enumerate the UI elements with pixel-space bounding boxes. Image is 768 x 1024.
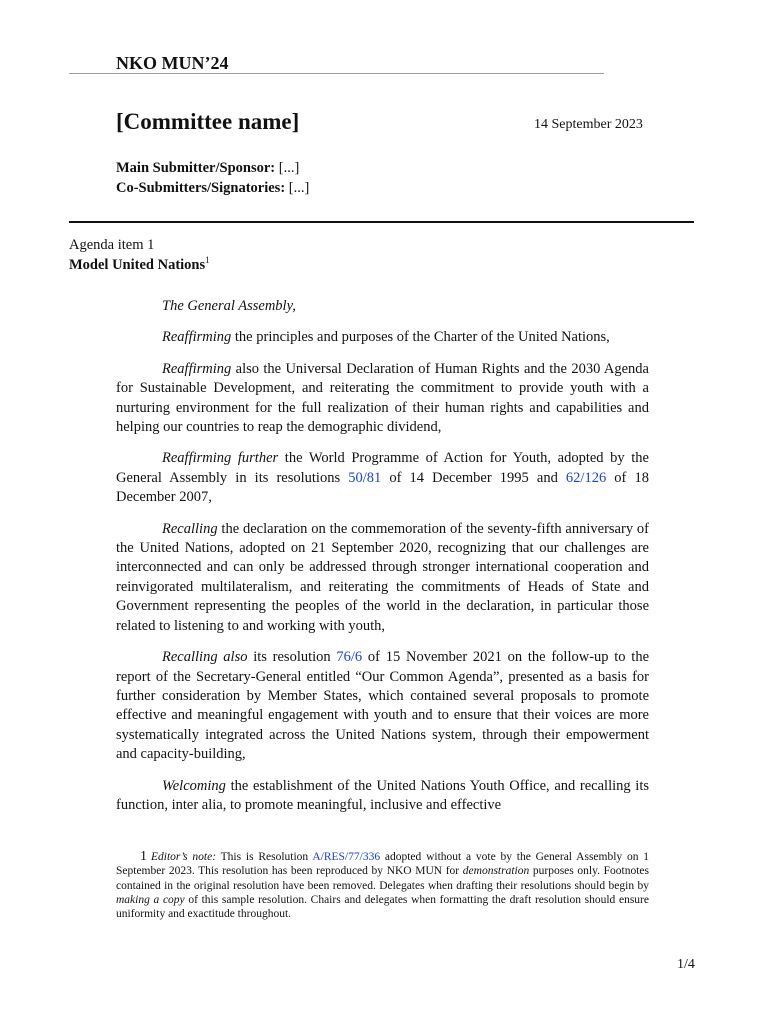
preamble-paragraph bbox=[116, 520, 649, 636]
committee-title: [Committee name] bbox=[116, 109, 300, 134]
resolution-link-50-81[interactable]: 50/81 bbox=[348, 469, 382, 486]
resolution-link-62-126[interactable]: 62/126 bbox=[565, 469, 607, 486]
co-sponsor-line bbox=[116, 178, 309, 198]
footnote-text: adopted without a vote by the General Assembly on 1 September 2023. This resolution has been reproduced by NKO MUN for bbox=[116, 851, 649, 878]
para-text: the principles and purposes of the Charter of the United Nations, bbox=[231, 329, 610, 346]
para-text: of 15 November 2021 on the follow-up to the report of the Secretary-General entitled “Our Common Agenda”, presented as a basis for further consideration by Member States, which contained several proposals to promote effective and meaningful engagement with youth and to ensure that their voices are more systematically integrated across the United Nations system, through their empowerment and capacity-building, bbox=[116, 649, 650, 763]
para-lead: Reaffirming further bbox=[162, 450, 279, 467]
agenda-item: Agenda item 1 bbox=[69, 237, 155, 253]
agenda-block bbox=[69, 235, 210, 275]
sponsor-block bbox=[116, 158, 309, 198]
para-text: also the Universal Declaration of Human Rights and the 2030 Agenda for Sustainable Development, and reiterating the commitment to provide youth with a nurturing environment for the full realization of their human rights and capabilities and helping our countries to reap the demographic dividend, bbox=[116, 360, 649, 436]
para-text: the declaration on the commemoration of the seventy-fifth anniversary of the United Nations, adopted on 21 September 2020, recognizing that our challenges are interconnected and can only be addressed through stronger international cooperation and reinvigorated multilateralism, and reiterating the commitments of Heads of State and Government representing the peoples of the world in the declaration, in particular those related to listening to and working with youth, bbox=[116, 520, 649, 634]
footnote-text: of this sample resolution. Chairs and delegates when formatting the draft resolution should ensure uniformity and exactitude throughout. bbox=[116, 893, 649, 921]
co-sponsor-label: Co-Submitters/Signatories: bbox=[116, 180, 286, 196]
para-lead: Reaffirming bbox=[162, 329, 232, 346]
conference-header: NKO MUN’24 bbox=[116, 53, 229, 73]
resolution-link-a-res-77-336[interactable]: A/RES/77/336 bbox=[312, 851, 381, 863]
preamble-paragraph bbox=[116, 328, 649, 347]
footnote-ref[interactable]: 1 bbox=[205, 255, 210, 266]
main-sponsor-value: [...] bbox=[278, 160, 300, 176]
footnote-text: This is Resolution bbox=[216, 851, 313, 863]
resolution-body bbox=[116, 297, 649, 827]
section-divider bbox=[69, 221, 694, 223]
para-lead: The General Assembly, bbox=[162, 298, 296, 314]
document-date: 14 September 2023 bbox=[534, 117, 643, 132]
para-lead: Reaffirming bbox=[162, 360, 232, 377]
para-text: the World Programme of Action for Youth, adopted by the General Assembly in its resolutions bbox=[116, 450, 649, 486]
footnote-emphasis: demonstration bbox=[462, 865, 530, 878]
para-lead: Recalling also bbox=[162, 649, 248, 666]
para-text: the establishment of the United Nations Youth Office, and recalling its function, inter alia, to promote meaningful, inclusive and effective bbox=[116, 777, 649, 813]
co-sponsor-value: [...] bbox=[288, 180, 310, 196]
footnote-number: 1 bbox=[140, 849, 147, 864]
preamble-paragraph bbox=[116, 777, 649, 816]
agenda-title-line bbox=[69, 255, 210, 275]
para-lead: Welcoming bbox=[162, 777, 226, 794]
preamble-paragraph bbox=[116, 360, 649, 438]
agenda-title: Model United Nations bbox=[69, 257, 206, 273]
preamble-opening bbox=[116, 297, 649, 316]
preamble-paragraph bbox=[116, 648, 649, 764]
footnote-text: purposes only. Footnotes contained in the original resolution have been removed. Delegates when drafting their resolutions should begin by bbox=[116, 865, 649, 892]
header-divider bbox=[69, 73, 604, 74]
footnote bbox=[116, 850, 649, 921]
para-text: of 14 December 1995 and bbox=[381, 469, 566, 486]
main-sponsor-label: Main Submitter/Sponsor: bbox=[116, 160, 276, 176]
page-number: 1/4 bbox=[677, 957, 695, 972]
para-text: of 18 December 2007, bbox=[116, 469, 649, 506]
main-sponsor-line bbox=[116, 158, 309, 178]
resolution-link-76-6[interactable]: 76/6 bbox=[336, 649, 363, 666]
footnote-emphasis: making a copy bbox=[116, 893, 185, 906]
para-text: its resolution bbox=[247, 649, 337, 666]
para-lead: Recalling bbox=[162, 520, 218, 537]
preamble-paragraph bbox=[116, 449, 649, 507]
footnote-label: Editor’s note: bbox=[151, 851, 217, 863]
